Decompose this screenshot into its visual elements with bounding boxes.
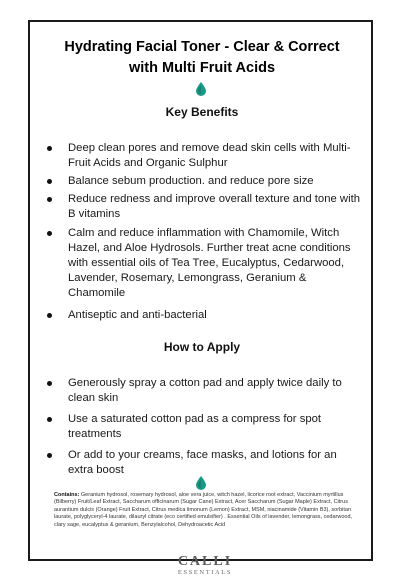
list-item-text: Deep clean pores and remove dead skin cells with Multi-Fruit Acids and Organic Sulphur <box>68 142 351 169</box>
brand-logo <box>160 555 250 577</box>
water-drop-icon <box>196 82 206 96</box>
how-to-apply-heading: How to Apply <box>163 340 241 354</box>
key-benefits-list <box>40 141 360 323</box>
list-item <box>40 412 360 442</box>
list-item <box>40 376 360 406</box>
brand-name: CALLI <box>177 554 233 569</box>
list-item-text: Use a saturated cotton pad as a compress for spot treatments <box>68 413 322 440</box>
list-item-text: Antiseptic and anti-bacterial <box>68 309 207 321</box>
ingredients-label: Contains: <box>54 492 80 498</box>
list-item <box>40 448 360 478</box>
list-item <box>40 174 360 189</box>
list-item-text: Reduce redness and improve overall texture and tone with B vitamins <box>68 193 361 220</box>
bullet-dot <box>47 417 52 422</box>
bullet-dot <box>47 453 52 458</box>
bullet-dot <box>47 381 52 386</box>
water-drop-icon <box>196 476 206 490</box>
ingredients-list: Geranium hydrosol, rosemary hydrosol, aloe vera juice, witch hazel, licorice root extract, Vaccinium myrtillus (Bilberry) Fruit/Leaf Extract, Saccharum officinarum (Sugar Cane) Extract, Acer Saccharum (Sugar Maple) Extract, Citrus aurantium dulcis (Orange) Fruit Extract, Citrus medica limonum (Lemon) Extract, MSM, niacinamide (Vitamin B3), sorbitan laurate, polyglyceryl-4 laurate, dilauryl citrate (eco certified emulsifier) . Essential Oils of lavender, lemongrass, cedarwood, clary sage, eucalyptus & geranium, Benzylalcohol, Dehydroacetic Acid <box>54 492 353 528</box>
brand-subtitle: ESSENTIALS <box>177 569 233 576</box>
bullet-dot <box>47 313 52 318</box>
list-item <box>40 226 360 301</box>
bullet-dot <box>47 231 52 236</box>
list-item-text: Generously spray a cotton pad and apply twice daily to clean skin <box>68 377 342 404</box>
product-title <box>40 37 364 79</box>
key-benefits-heading: Key Benefits <box>165 105 239 119</box>
bullet-dot <box>47 197 52 202</box>
list-item <box>40 141 360 171</box>
list-item-text: Balance sebum production. and reduce pore size <box>68 175 314 187</box>
product-title-line-1: Hydrating Facial Toner - Clear & Correct <box>64 39 340 55</box>
list-item-text: Or add to your creams, face masks, and lotions for an extra boost <box>68 449 337 476</box>
list-item-text: Calm and reduce inflammation with Chamomile, Witch Hazel, and Aloe Hydrosols. Further treat acne conditions with essential oils of Tea Tree, Eucalyptus, Cedarwood, Lavender, Rosemary, Lemongrass, Geranium & Chamomile <box>68 227 351 299</box>
bullet-dot <box>47 179 52 184</box>
product-title-line-2: with Multi Fruit Acids <box>128 60 276 76</box>
list-item <box>40 308 360 323</box>
list-item <box>40 192 360 222</box>
ingredients-text <box>54 492 354 529</box>
bullet-dot <box>47 146 52 151</box>
how-to-apply-list <box>40 376 360 478</box>
